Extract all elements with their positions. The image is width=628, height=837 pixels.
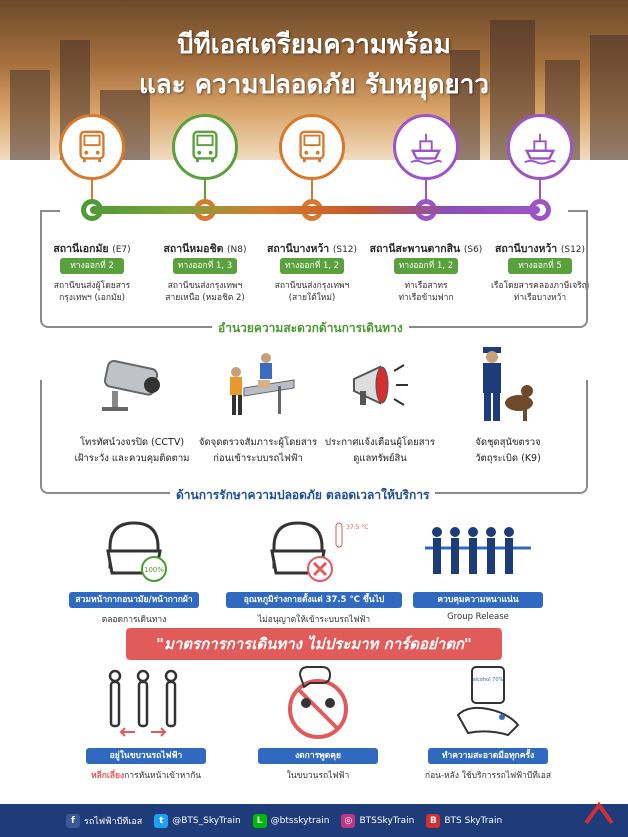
bus-icon: [279, 114, 345, 180]
security-caption-line2: ก่อนเข้าระบบรถไฟฟ้า: [213, 453, 303, 464]
twitter-icon: t: [154, 814, 168, 828]
section-bracket: [40, 210, 588, 328]
health-pill: สวมหน้ากากอนามัย/หน้ากากผ้า: [69, 592, 199, 608]
conduct-sub-text: ก่อน-หลัง ใช้บริการรถไฟฟ้าบีทีเอส: [424, 771, 552, 781]
page-subtitle: และ ความปลอดภัย รับหยุดยาว: [139, 70, 489, 100]
station-desc-line1: สถานีขนส่งกรุงเทพฯ: [274, 281, 350, 291]
megaphone-icon: [335, 342, 425, 427]
svg-text:100%: 100%: [143, 566, 165, 574]
exit-badge: ทางออกที่ 1, 2: [280, 258, 344, 274]
security-caption-line2: วัตถุระเบิด (K9): [475, 453, 541, 464]
exit-badge: ทางออกที่ 2: [60, 258, 124, 274]
conduct-sub: [61, 768, 231, 782]
station-desc-line1: เรือโดยสารคลองภาษีเจริญ: [491, 281, 589, 291]
conduct-pill: ทำความสะอาดมือทุกครั้ง: [428, 748, 548, 764]
security-caption-line1: โทรทัศน์วงจรปิด (CCTV): [79, 437, 185, 448]
health-sub: Group Release: [447, 612, 509, 622]
conduct-sub-text: ในขบวนรถไฟฟ้า: [286, 771, 350, 781]
conduct-pill: อยู่ในขบวนรถไฟฟ้า: [86, 748, 206, 764]
bts-app-icon: B: [426, 814, 440, 828]
station-code: (N8): [227, 245, 247, 255]
temperature-icon: [259, 516, 369, 588]
station-desc-line2: ท่าเรือบางหว้า: [513, 293, 567, 303]
conduct-sub: [233, 768, 403, 782]
bracket-cap-left: [40, 210, 60, 212]
facebook-icon: f: [66, 814, 80, 828]
security-caption-line2: ดูแลทรัพย์สิน: [353, 453, 407, 464]
station-desc-line2: สายเหนือ (หมอชิต 2): [165, 293, 245, 303]
station-name-text: สถานีบางหว้า: [494, 243, 558, 255]
instagram-icon: ◎: [341, 814, 355, 828]
footer-text: @btsskytrain: [270, 815, 330, 826]
svg-text:37.5 °C: 37.5 °C: [346, 524, 369, 531]
station-code: (S12): [560, 245, 586, 255]
station-desc-line1: สถานีขนส่งกรุงเทพฯ: [167, 281, 243, 291]
station-name-text: สถานีสะพานตากสิน: [369, 243, 461, 255]
measures-banner: "มาตรการการเดินทาง ไม่ประมาท การ์ดอย่าตก": [126, 628, 502, 660]
crowd-control-icon: [423, 516, 533, 588]
station-name-text: สถานีบางหว้า: [266, 243, 330, 255]
boat-icon: [507, 114, 573, 180]
exit-badge: ทางออกที่ 1, 2: [394, 258, 458, 274]
svg-text:alcohol 70%: alcohol 70%: [472, 677, 504, 683]
baggage-check-icon: [213, 342, 303, 427]
security-caption-line2: เฝ้าระวัง และควบคุมติดตาม: [74, 453, 190, 464]
footer-social-bar: [0, 804, 628, 837]
conduct-sub-text: การหันหน้าเข้าหากัน: [124, 771, 202, 781]
bus-icon: [59, 114, 125, 180]
page-title: บีทีเอสเตรียมความพร้อม: [177, 30, 451, 60]
security-caption-line1: ประกาศแจ้งเตือนผู้โดยสาร: [325, 437, 435, 448]
k9-icon: [463, 342, 553, 427]
section-label-travel: อำนวยความสะดวกด้านการเดินทาง: [212, 319, 409, 338]
section-label-security: ด้านการรักษาความปลอดภัย ตลอดเวลาให้บริการ: [170, 486, 435, 505]
hand-sanitizer-icon: [438, 665, 538, 741]
health-pill: อุณหภูมิร่างกายตั้งแต่ 37.5 °C ขึ้นไป: [226, 592, 402, 608]
footer-item[interactable]: [341, 814, 414, 828]
no-talking-icon: [268, 665, 368, 741]
bts-logo: [578, 800, 620, 836]
station-code: (E7): [112, 245, 131, 255]
station-code: (S12): [332, 245, 358, 255]
footer-item[interactable]: [66, 814, 142, 828]
footer-item[interactable]: [426, 814, 502, 828]
conduct-pill: งดการพูดคุย: [258, 748, 378, 764]
mask-icon: [79, 516, 189, 588]
station-desc-line1: ท่าเรือสาทร: [404, 281, 448, 291]
footer-text: รถไฟฟ้าบีทีเอส: [84, 816, 143, 827]
bracket-cap-right: [568, 210, 588, 212]
footer-text: @BTS_SkyTrain: [172, 815, 241, 826]
logo-text: BTS: [590, 824, 608, 834]
security-caption-line1: จัดชุดสุนัขตรวจ: [475, 437, 541, 448]
footer-text: BTS SkyTrain: [444, 815, 503, 826]
health-pill: ควบคุมความหนาแน่น: [413, 592, 543, 608]
station-desc-line2: กรุงเทพฯ (เอกมัย): [59, 293, 125, 303]
bus-icon: [172, 114, 238, 180]
standing-people-icon: [96, 665, 196, 741]
exit-badge: ทางออกที่ 1, 3: [173, 258, 237, 274]
security-caption-line1: จัดจุดตรวจสัมภาระผู้โดยสาร: [198, 437, 318, 448]
station-name-text: สถานีหมอชิต: [163, 243, 224, 255]
station-desc-line2: ท่าเรือข้ามฟาก: [398, 293, 454, 303]
exit-badge: ทางออกที่ 5: [508, 258, 572, 274]
station-desc-line1: สถานีขนส่งผู้โดยสาร: [53, 281, 131, 291]
station-name-text: สถานีเอกมัย: [53, 243, 109, 255]
footer-text: BTSSkyTrain: [359, 815, 415, 826]
health-sub: ไม่อนุญาตให้เข้าระบบรถไฟฟ้า: [257, 615, 371, 625]
boat-icon: [393, 114, 459, 180]
conduct-sub-emphasis: หลีกเลี่ยง: [90, 771, 125, 781]
station-code: (S6): [463, 245, 483, 255]
line-icon: L: [253, 814, 267, 828]
conduct-sub: [403, 768, 573, 782]
footer-item[interactable]: [253, 814, 330, 828]
cctv-icon: [87, 342, 177, 427]
footer-item[interactable]: [154, 814, 240, 828]
station-desc-line2: (สายใต้ใหม่): [288, 293, 336, 303]
health-sub: ตลอดการเดินทาง: [101, 615, 167, 625]
